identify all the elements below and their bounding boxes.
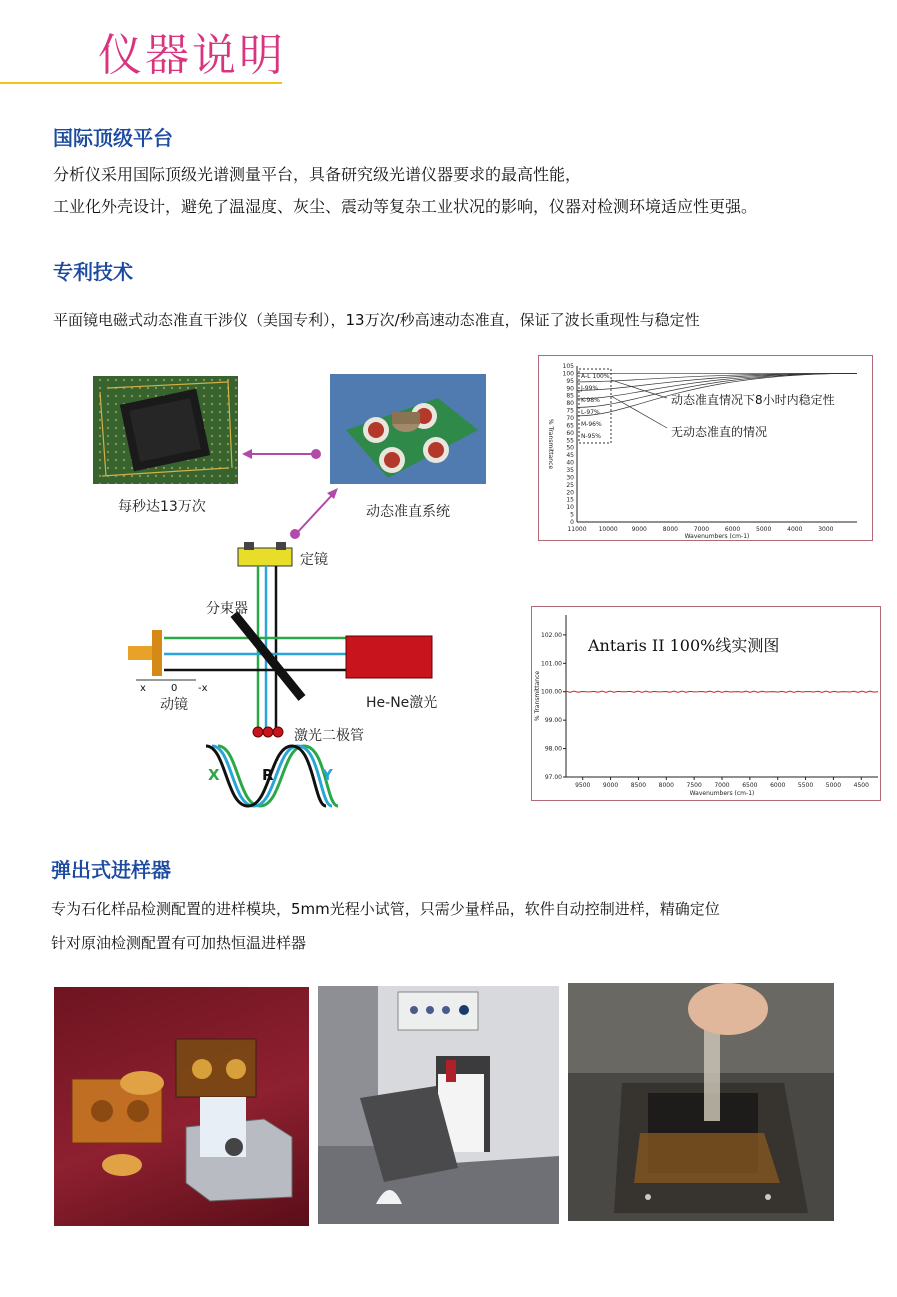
interferometer-diagram [88,368,498,818]
chip-caption: 每秒达13万次 [118,499,206,515]
y-tick-label: 65 [566,422,574,430]
y-tick-label: 35 [566,467,574,474]
stability-chart [538,355,873,541]
fixed-mirror [238,542,292,566]
y-tick-label: 95 [566,377,574,385]
legend-entry: L-97% [581,409,600,416]
section-heading-patent: 专利技术 [53,260,133,284]
heated-sampler-photo [568,983,834,1221]
x-tick-label: 11000 [567,526,587,533]
y-tick-label: 25 [566,481,574,489]
arrow-connectors [242,449,338,538]
x-tick-label: 9500 [575,782,591,789]
hundred-percent-chart-title: Antaris II 100%线实测图 [588,636,780,655]
interferometer-drawing [88,368,498,818]
y-tick-label: 55 [566,437,574,445]
fixed-mirror-label: 定镜 [300,552,328,568]
x-tick-label: 6500 [742,782,758,789]
laser-label: He-Ne激光 [366,695,438,711]
y-axis-label: % Transmittance [534,670,541,722]
wave-x-label: X [208,766,220,784]
y-tick-label: 45 [566,452,574,460]
sampler-line-1: 专为石化样品检测配置的进样模块，5mm光程小试管，只需少量样品，软件自动控制进样，精确定位 [51,900,720,918]
x-tick-label: 7500 [686,782,702,789]
popup-sampler-photo [318,986,559,1224]
y-tick-label: 101.00 [541,660,562,668]
y-axis-label: % Transmittance [547,418,554,470]
legend-entry: N-95% [581,433,601,440]
x-tick-label: 10000 [598,526,618,533]
axis-zero-label: 0 [171,683,178,694]
x-tick-label: 8000 [658,782,674,789]
y-tick-label: 105 [562,363,574,370]
y-tick-label: 100 [562,370,574,378]
x-tick-label: 7000 [714,782,730,789]
y-tick-label: 85 [566,392,574,400]
section-heading-sampler: 弹出式进样器 [51,858,171,882]
sampler-line-2: 针对原油检测配置有可加热恒温进样器 [51,934,307,952]
beam-splitter-label: 分束器 [206,601,248,617]
section-heading-platform: 国际顶级平台 [53,126,173,150]
y-tick-label: 30 [566,474,574,482]
x-tick-label: 5000 [825,782,842,789]
chip-photo [93,376,238,484]
sample-holders-photo [54,987,309,1226]
he-ne-laser [346,636,432,678]
y-tick-label: 15 [566,496,574,504]
y-tick-label: 40 [566,459,574,467]
title-underline [0,82,282,84]
y-tick-label: 99.00 [544,717,562,725]
wave-r-label: R [262,766,274,784]
alignment-system-photo [330,374,486,484]
y-tick-label: 90 [566,385,574,393]
x-tick-label: 5500 [797,782,814,789]
x-tick-label: 9000 [602,782,619,789]
platform-line-2: 工业化外壳设计，避免了温湿度、灰尘、震动等复杂工业状况的影响，仪器对检测环境适应性更强。 [53,197,758,216]
x-axis-label: Wavenumbers (cm-1) [684,533,750,540]
x-tick-label: 3000 [818,526,834,533]
y-tick-label: 97.00 [544,774,562,781]
x-tick-label: 7000 [693,526,710,533]
y-tick-label: 102.00 [541,631,562,639]
page-title: 仪器说明 [98,30,286,81]
legend-entry: J-99% [581,385,599,392]
stability-annotation-1: 动态准直情况下8小时内稳定性 [671,393,835,407]
y-tick-label: 80 [566,400,574,408]
legend-entry: A-L 100% [581,373,610,380]
x-tick-label: 5000 [756,526,772,533]
y-tick-label: 100.00 [541,688,562,696]
y-tick-label: 60 [566,429,574,437]
moving-mirror-label: 动镜 [160,697,188,713]
diode-label: 激光二极管 [294,728,364,744]
x-tick-label: 4000 [787,526,803,533]
axis-x-label: x [140,683,146,694]
y-tick-label: 5 [570,511,574,519]
heated-sampler-drawing [568,983,834,1221]
y-tick-label: 70 [566,415,574,422]
y-tick-label: 75 [566,407,574,415]
legend-box [579,369,611,443]
x-tick-label: 8000 [662,526,678,533]
y-tick-label: 0 [570,519,574,526]
x-tick-label: 9000 [631,526,647,533]
sample-holders-drawing [54,987,309,1226]
legend-entry: M-96% [581,421,602,428]
y-tick-label: 10 [566,504,574,512]
patent-line: 平面镜电磁式动态准直干涉仪（美国专利），13万次/秒高速动态准直，保证了波长重现性与稳定性 [53,311,700,329]
x-tick-label: 6000 [724,526,741,533]
x-tick-label: 4500 [853,782,869,789]
hundred-percent-chart [531,606,881,801]
legend-entry: K-98% [581,397,600,404]
x-tick-label: 8500 [630,782,647,789]
y-tick-label: 20 [566,489,574,497]
beam-splitter [234,614,302,698]
stability-chart-svg [539,356,872,540]
laser-diodes [253,727,283,737]
platform-line-1: 分析仪采用国际顶级光谱测量平台，具备研究级光谱仪器要求的最高性能， [53,165,582,184]
y-tick-label: 50 [566,444,574,452]
series-line [566,691,878,692]
x-axis-label: Wavenumbers (cm-1) [689,790,755,797]
annotation-pointer [611,396,667,428]
system-caption: 动态准直系统 [366,504,450,520]
stability-annotation-2: 无动态准直的情况 [671,425,768,439]
wave-y-label: Y [322,766,333,784]
axis-neg-x-label: -x [198,683,208,694]
y-tick-label: 98.00 [544,745,562,753]
x-tick-label: 6000 [770,782,786,789]
popup-sampler-drawing [318,986,559,1224]
